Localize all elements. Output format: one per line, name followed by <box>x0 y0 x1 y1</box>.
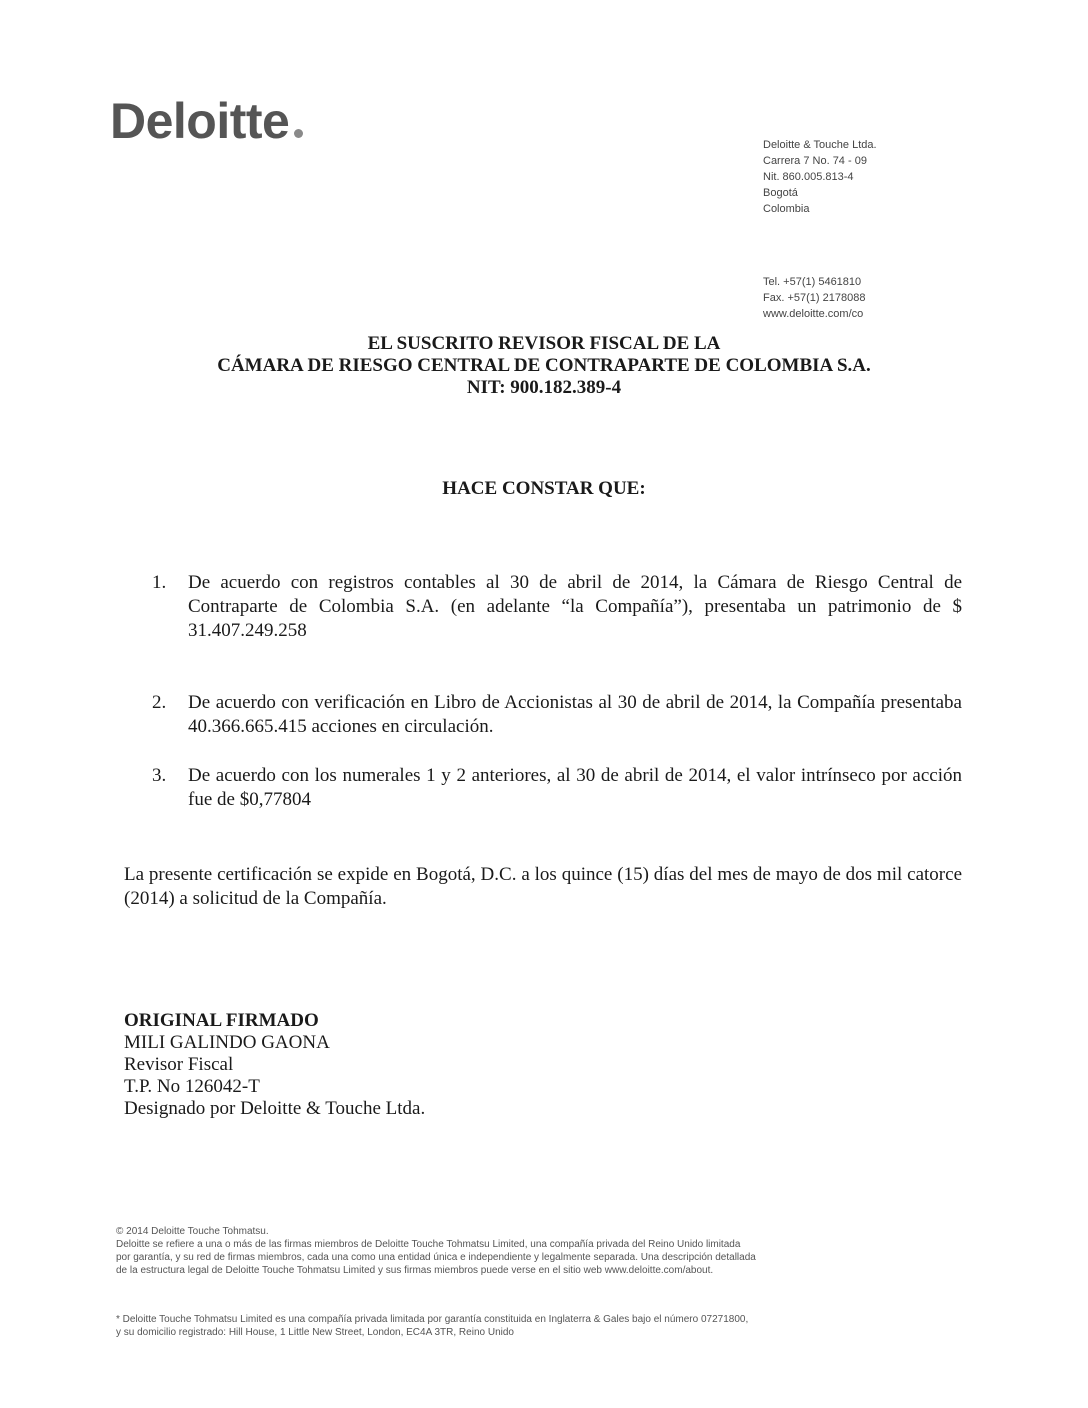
address-line: Bogotá <box>763 187 798 199</box>
logo-dot-icon <box>294 129 303 138</box>
footer-legal <box>116 1225 756 1277</box>
address-line: Deloitte & Touche Ltda. <box>763 139 877 151</box>
signer-name: MILI GALINDO GAONA <box>124 1032 330 1053</box>
list-item <box>152 571 962 643</box>
heading-nit: NIT: 900.182.389-4 <box>466 377 622 398</box>
list-item <box>152 691 962 739</box>
company-contact <box>763 274 865 322</box>
fax-line: Fax. +57(1) 2178088 <box>763 292 866 304</box>
list-item-number: 3. <box>152 765 167 786</box>
address-line: Carrera 7 No. 74 - 09 <box>763 155 867 167</box>
logo-text: Deloitte <box>110 93 290 149</box>
list-item-number: 2. <box>152 692 167 713</box>
address-line: Nit. 860.005.813-4 <box>763 171 854 183</box>
document-subheading <box>0 478 1088 500</box>
phone-line: Tel. +57(1) 5461810 <box>763 276 862 288</box>
heading-line-2: CÁMARA DE RIESGO CENTRAL DE CONTRAPARTE DE COLOMBIA S.A. <box>217 355 871 376</box>
list-item-text: De acuerdo con verificación en Libro de Accionistas al 30 de abril de 2014, la Compañía presentaba 40.366.665.415 acciones en circulación. <box>188 692 962 737</box>
list-item-text: De acuerdo con registros contables al 30 de abril de 2014, la Cámara de Riesgo Central de Contraparte de Colombia S.A. (en adelante “la Compañía”), presentaba un patrimonio de $ 31.407.249.258 <box>188 572 962 641</box>
footer-disclaimer: Deloitte se refiere a una o más de las firmas miembros de Deloitte Touche Tohmatsu Limited, una compañía privada del Reino Unido limitada por garantía, y su red de firmas miembros, cada una como una entidad única e independiente y legalmente separada. Una descripción detallada de la estructura legal de Deloitte Touche Tohmatsu Limited y sus firmas miembros puede verse en el sitio web www.deloitte.com/about. <box>116 1239 756 1276</box>
closing-paragraph: La presente certificación se expide en Bogotá, D.C. a los quince (15) días del mes de mayo de dos mil catorce (2014) a solicitud de la Compañía. <box>124 864 962 909</box>
company-address <box>763 137 877 217</box>
subheading-text: HACE CONSTAR QUE: <box>442 478 646 499</box>
signer-role: Revisor Fiscal <box>124 1054 234 1075</box>
signer-designation: Designado por Deloitte & Touche Ltda. <box>124 1098 426 1119</box>
address-line: Colombia <box>763 203 810 215</box>
list-item-number: 1. <box>152 572 167 593</box>
deloitte-logo <box>110 93 303 149</box>
footer-copyright: © 2014 Deloitte Touche Tohmatsu. <box>116 1226 269 1237</box>
signature-status: ORIGINAL FIRMADO <box>124 1010 319 1031</box>
document-heading <box>0 333 1088 399</box>
footer-note: * Deloitte Touche Tohmatsu Limited es una compañía privada limitada por garantía constituida en Inglaterra & Gales bajo el número 07271800, y su domicilio registrado: Hill House, 1 Little New Street, London, EC4A 3TR, Reino Unido <box>116 1314 749 1338</box>
list-item <box>152 764 962 812</box>
signer-license: T.P. No 126042-T <box>124 1076 260 1097</box>
website-line: www.deloitte.com/co <box>763 308 864 320</box>
signature-block <box>124 1010 425 1120</box>
list-item-text: De acuerdo con los numerales 1 y 2 anteriores, al 30 de abril de 2014, el valor intrínseco por acción fue de $0,77804 <box>188 765 962 810</box>
heading-line-1: EL SUSCRITO REVISOR FISCAL DE LA <box>367 333 721 354</box>
